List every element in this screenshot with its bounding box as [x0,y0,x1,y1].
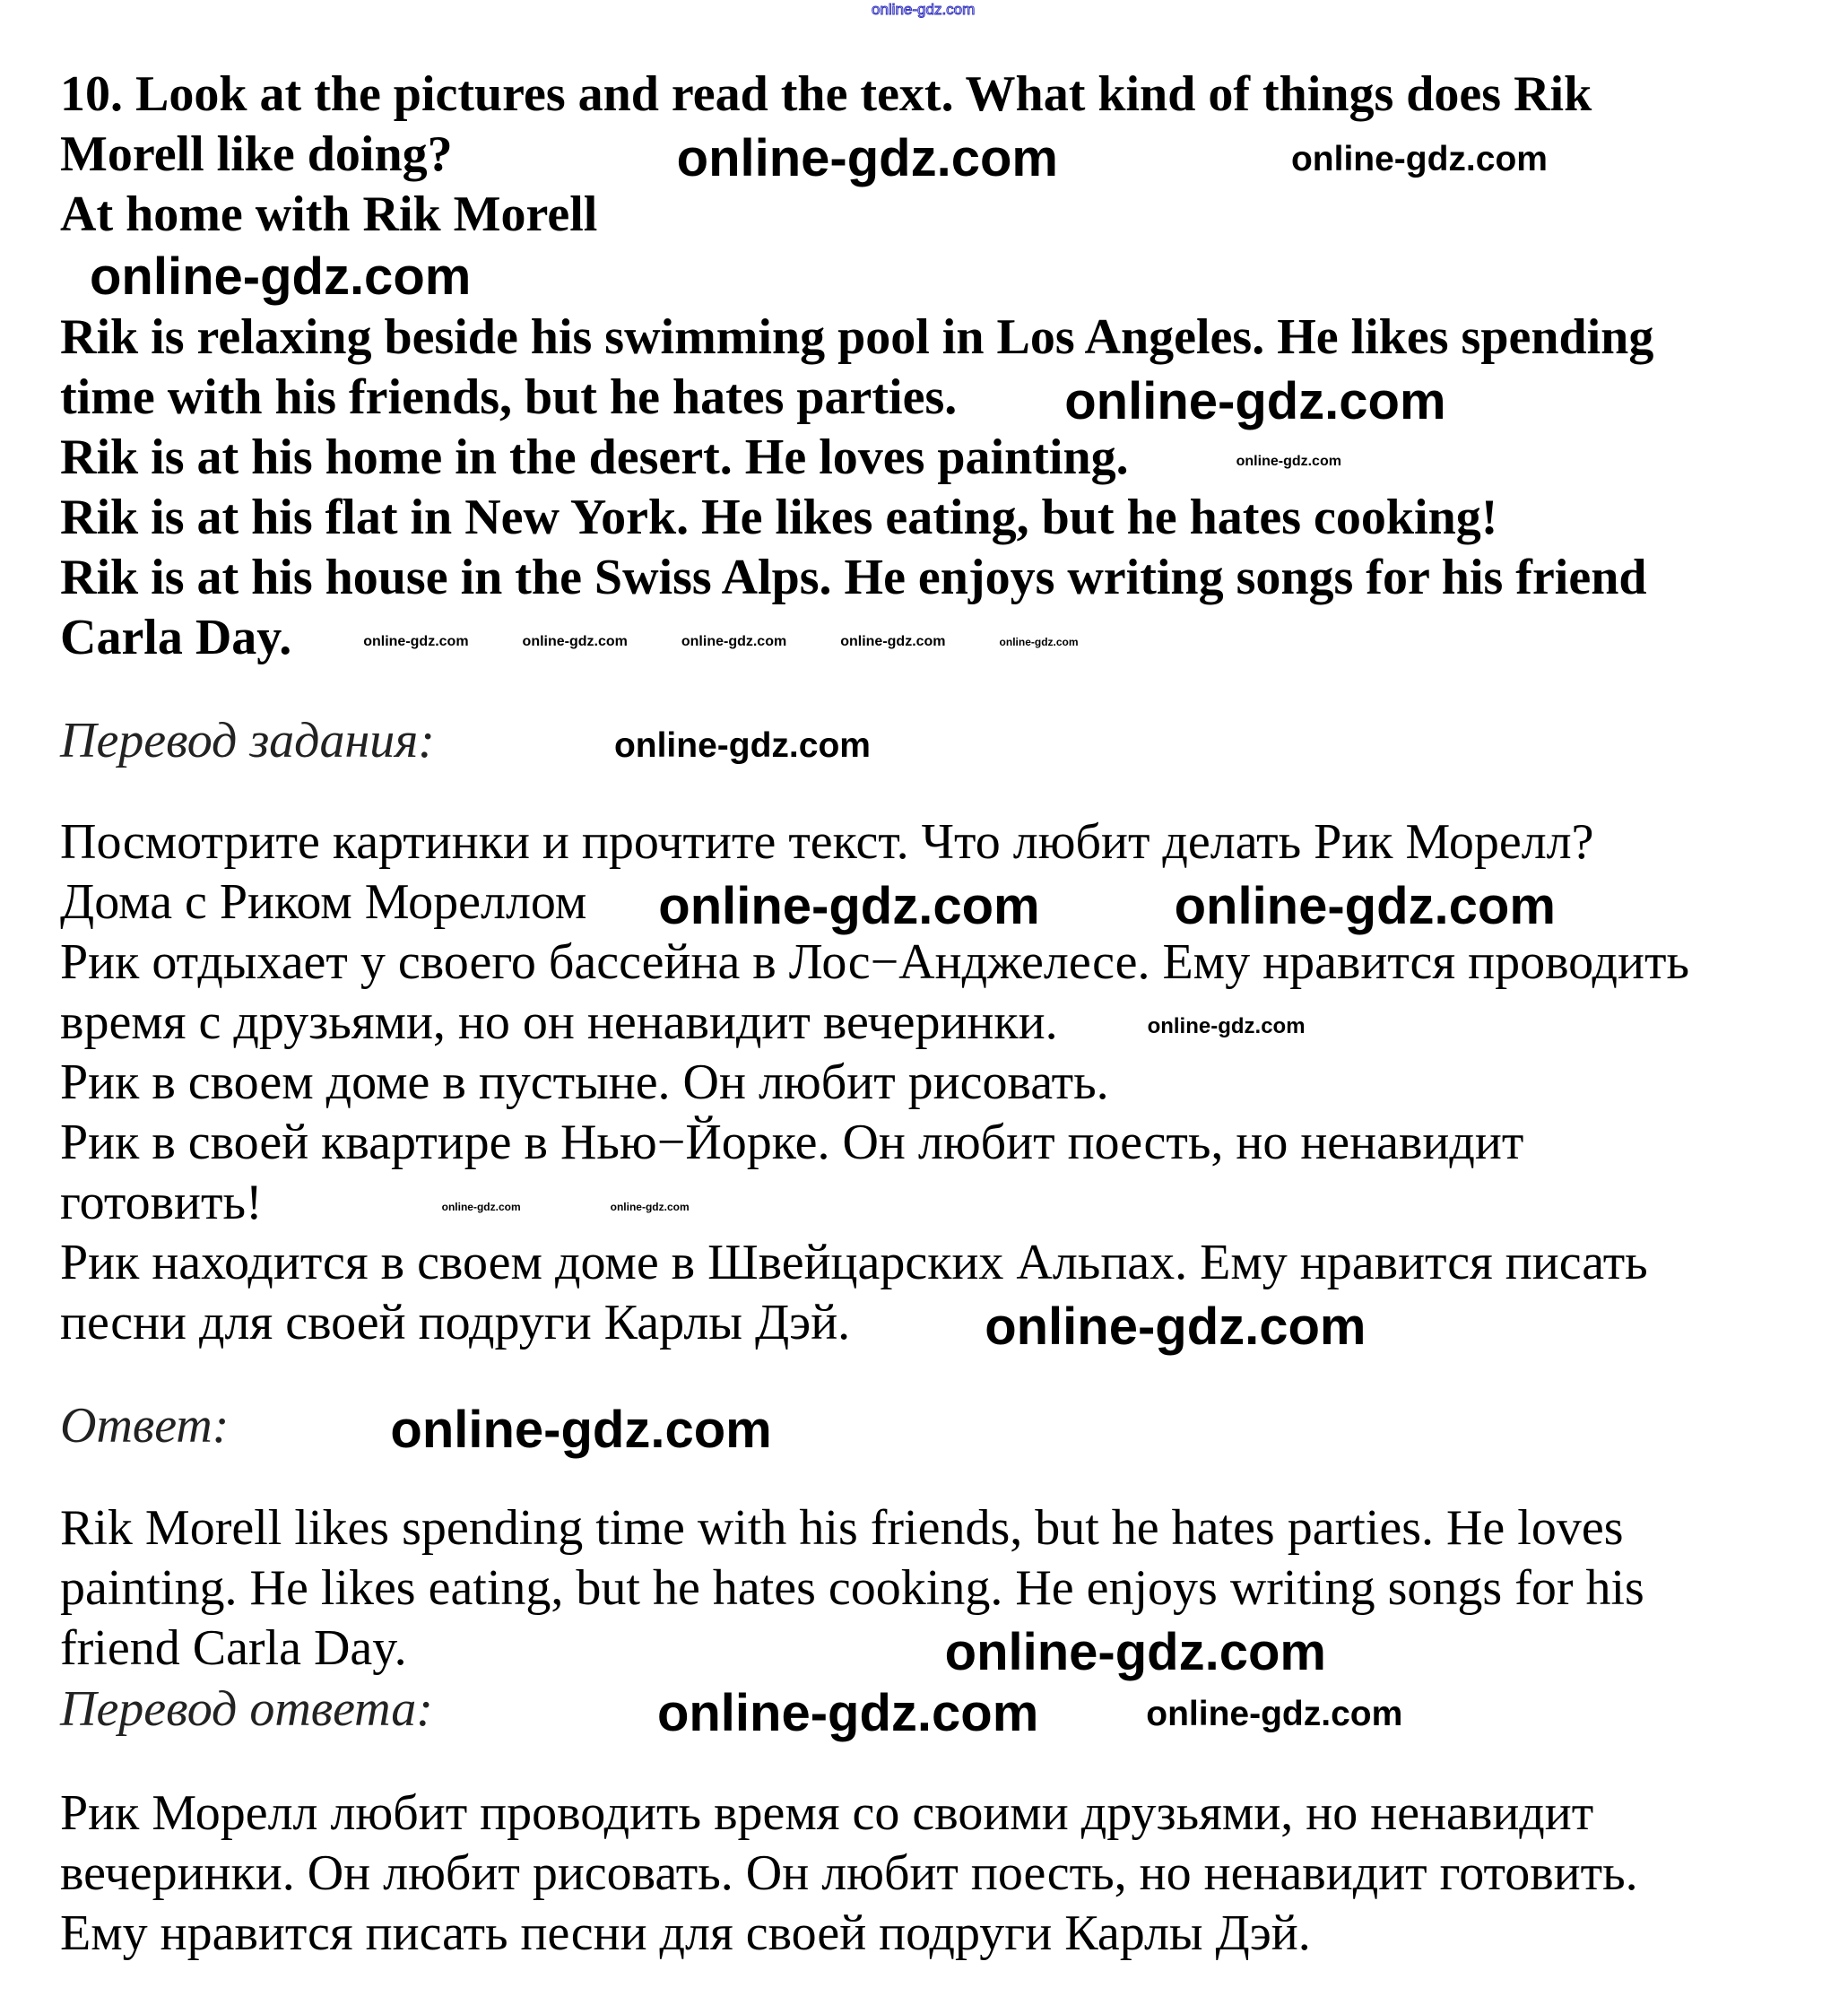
watermark: online-gdz.com [872,1,976,18]
heading-line: 10. Look at the pictures and read the text. What kind of things does Rik [60,66,1592,122]
translation-label: Перевод задания: [60,713,435,768]
watermark: online-gdz.com [944,1623,1326,1682]
task-heading [60,65,1592,245]
watermark: online-gdz.com [613,725,871,765]
watermark: online-gdz.com [985,1298,1366,1357]
text-line: песни для своей подруги Карлы Дэй. [60,1295,851,1350]
answer-translation-label-row [60,1680,1403,1743]
watermark: online-gdz.com [658,877,1040,936]
text-line: Посмотрите картинки и прочтите текст. Что любит делать Рик Морелл? [60,814,1594,870]
text-line: Rik is relaxing beside his swimming pool in Los Angeles. He likes spending [60,309,1654,365]
watermark: online-gdz.com [1064,372,1446,431]
text-line: Дома с Риком Мореллом [60,874,587,930]
watermark: online-gdz.com [676,129,1058,188]
watermark: online-gdz.com [1236,454,1341,470]
watermark: online-gdz.com [681,634,787,650]
watermark: online-gdz.com [363,634,469,650]
answer-translation-text [60,1784,1638,1964]
text-line: Rik is at his flat in New York. He likes eating, but he hates cooking! [60,490,1498,545]
heading-line: At home with Rik Morell [60,187,598,242]
text-line: вечеринки. Он любит рисовать. Он любит поесть, но ненавидит готовить. [60,1845,1638,1901]
answer-label: Ответ: [60,1398,230,1454]
watermark: online-gdz.com [390,1401,772,1460]
text-line: Рик отдыхает у своего бассейна в Лос−Анджелесе. Ему нравится проводить [60,934,1689,990]
translation-label-row [60,711,871,771]
text-line: Carla Day. [60,610,292,665]
text-line: готовить! [60,1175,263,1230]
watermark: online-gdz.com [1174,877,1556,936]
text-line: Rik Morell likes spending time with his friends, but he hates parties. He loves [60,1500,1624,1556]
answer-label-row [60,1396,772,1460]
watermark: online-gdz.com [656,1684,1039,1743]
watermark: online-gdz.com [1290,139,1548,178]
watermark: online-gdz.com [1146,1694,1403,1733]
text-line: Рик в своем доме в пустыне. Он любит рисовать. [60,1055,1109,1110]
watermark: online-gdz.com [999,636,1079,649]
watermark: online-gdz.com [90,247,472,306]
task-text [60,308,1653,668]
answer-translation-label: Перевод ответа: [60,1681,433,1737]
text-line: time with his friends, but he hates parties. [60,369,958,425]
text-line: painting. He likes eating, but he hates cooking. He enjoys writing songs for his [60,1560,1644,1616]
text-line: Рик в своей квартире в Нью−Йорке. Он любит поесть, но ненавидит [60,1115,1524,1170]
text-line: Рик находится в своем доме в Швейцарских Альпах. Ему нравится писать [60,1235,1648,1290]
translation-text [60,812,1689,1357]
watermark: online-gdz.com [1147,1014,1306,1039]
text-line: Rik is at his house in the Swiss Alps. He enjoys writing songs for his friend [60,550,1647,605]
answer-text [60,1498,1644,1682]
watermark: online-gdz.com [840,634,946,650]
watermark: online-gdz.com [610,1201,690,1214]
text-line: Рик Морелл любит проводить время со своими друзьями, но ненавидит [60,1785,1594,1841]
text-line: Rik is at his home in the desert. He loves painting. [60,430,1129,485]
text-line: время с друзьями, но он ненавидит вечеринки. [60,994,1058,1050]
text-line: Ему нравится писать песни для своей подруги Карлы Дэй. [60,1905,1311,1961]
watermark: online-gdz.com [441,1201,521,1214]
heading-line: Morell like doing? [60,126,453,182]
watermark: online-gdz.com [522,634,628,650]
text-line: friend Carla Day. [60,1620,407,1676]
